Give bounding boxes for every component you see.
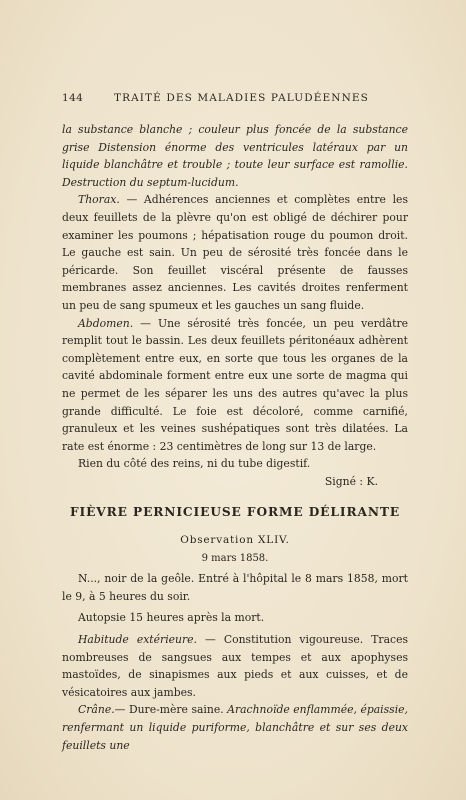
thorax-text: — Adhérences anciennes et complètes entre les deux feuillets de la plèvre qu'on est obligé de déchirer pour examiner les poumons ; hépatisation rouge du poumon droit. Le gauche est sain. Un peu de sérosité très foncée dans le péricarde. Son feuillet viscéral présente de fausses membranes assez anciennes. Les cavités droites renferment un peu de sang spumeux et les gauches un sang fluide. <box>62 193 408 312</box>
running-title: TRAITÉ DES MALADIES PALUDÉENNES <box>114 92 369 104</box>
observation-number: Observation XLIV. <box>180 534 290 547</box>
page-number: 144 <box>62 92 84 104</box>
paragraph-patient: N..., noir de la geôle. Entré à l'hôpital le 8 mars 1858, mort le 9, à 5 heures du soir. <box>62 572 408 603</box>
paragraph-thorax <box>62 191 408 314</box>
thorax-label: Thorax. <box>78 193 120 207</box>
paragraph-brain-continued <box>62 121 408 191</box>
habitude-text: — Constitution vigoureuse. Traces nombreuses de sangsues aux tempes et aux apophyses mastoïdes, de sinapismes aux pieds et aux cuisses, et de vésicatoires aux jambes. <box>62 633 408 699</box>
paragraph-abdomen <box>62 315 408 456</box>
abdomen-label: Abdomen. <box>78 316 134 330</box>
paragraph-habitude <box>62 631 408 701</box>
paragraph-reins: Rien du côté des reins, ni du tube digestif. <box>78 457 311 471</box>
paragraph-autopsie: Autopsie 15 heures après la mort. <box>78 611 265 625</box>
observation-date: 9 mars 1858. <box>201 552 269 564</box>
paragraph-crane <box>62 701 408 754</box>
habitude-label: Habitude extérieure. <box>78 633 197 647</box>
section-title: FIÈVRE PERNICIEUSE FORME DÉLIRANTE <box>69 505 401 520</box>
crane-italic-text: Arachnoïde enflammée, épaissie, renfermant un liquide puriforme, blanchâtre et sur ses deux feuillets une <box>62 703 408 752</box>
crane-label: Crâne. <box>78 703 115 717</box>
brain-text: la substance blanche ; couleur plus foncée de la substance grise Distension énorme des ventricules latéraux par un liquide blanchâtre et trouble ; toute leur surface est ramollie. Destruction du septum-lucidum. <box>62 123 408 189</box>
crane-text: — Dure-mère saine. <box>114 703 228 717</box>
abdomen-text: — Une sérosité très foncée, un peu verdâtre remplit tout le bassin. Les deux feuillets péritonéaux adhèrent complètement entre eux, en sorte que tous les organes de la cavité abdominale forment entre eux une sorte de magma qui ne permet de les séparer les uns des autres qu'avec la plus grande difficulté. Le foie est décoloré, comme carnifié, granuleux et les veines sushépatiques sont très dilatées. La rate est énorme : 23 centimètres de long sur 13 de large. <box>62 316 408 453</box>
page-body <box>62 121 408 754</box>
signature: Signé : K. <box>324 474 378 488</box>
